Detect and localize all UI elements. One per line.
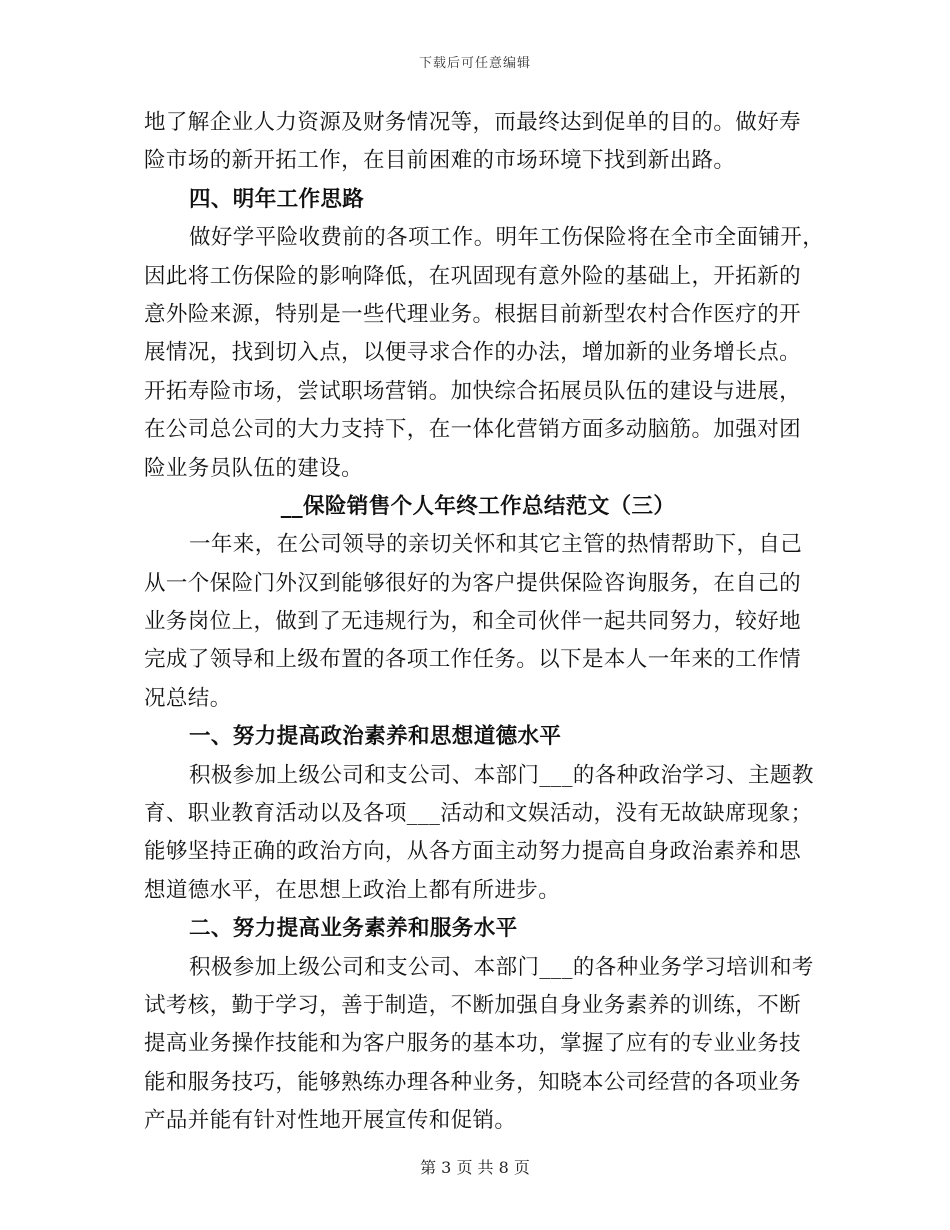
paragraph-line: 业务岗位上，做到了无违规行为，和全司伙伴一起共同努力，较好地 — [144, 609, 802, 635]
paragraph-line: 产品并能有针对性地开展宣传和促销。 — [144, 1108, 517, 1134]
paragraph-line: 地了解企业人力资源及财务情况等，而最终达到促单的目的。做好寿 — [144, 110, 802, 135]
paragraph-line: 积极参加上级公司和支公司、本部门___的各种政治学习、主题教 — [189, 762, 814, 788]
page-header: 下载后可任意编辑 — [418, 56, 531, 71]
paragraph-line: 开拓寿险市场，尝试职场营销。加快综合拓展员队伍的建设与进展， — [144, 378, 802, 404]
paragraph-line: 在公司总公司的大力支持下，在一体化营销方面多动脑筋。加强对团 — [144, 417, 802, 443]
paragraph-line: 意外险来源，特别是一些代理业务。根据目前新型农村合作医疗的开 — [144, 301, 802, 327]
paragraph-line: 展情况，找到切入点，以便寻求合作的办法，增加新的业务增长点。 — [144, 340, 802, 366]
paragraph-line: 做好学平险收费前的各项工作。明年工伤保险将在全市全面铺开， — [189, 225, 825, 251]
paragraph-line: 况总结。 — [144, 685, 232, 711]
document-body — [144, 104, 825, 1141]
paragraph-line: 因此将工伤保险的影响降低，在巩固现有意外险的基础上，开拓新的 — [144, 263, 802, 289]
paragraph-line: 一年来，在公司领导的亲切关怀和其它主管的热情帮助下，自己 — [189, 532, 803, 558]
paragraph-line: 从一个保险门外汉到能够很好的为客户提供保险咨询服务，在自己的 — [144, 570, 802, 596]
paragraph-line: 试考核，勤于学习，善于制造，不断加强自身业务素养的训练，不断 — [144, 992, 802, 1018]
paragraph-line: 险市场的新开拓工作，在目前困难的市场环境下找到新出路。 — [144, 148, 736, 174]
section-heading: 二、努力提高业务素养和服务水平 — [189, 916, 518, 942]
document-title: __保险销售个人年终工作总结范文（三） — [280, 493, 676, 519]
paragraph-line: 完成了领导和上级布置的各项工作任务。以下是本人一年来的工作情 — [144, 647, 802, 673]
paragraph-line: 育、职业教育活动以及各项___活动和文娱活动，没有无故缺席现象； — [144, 801, 813, 827]
paragraph-line: 想道德水平，在思想上政治上都有所进步。 — [144, 877, 561, 903]
page-number: 第 3 页 共 8 页 — [420, 1158, 530, 1177]
paragraph-line: 险业务员队伍的建设。 — [144, 455, 364, 481]
section-heading: 四、明年工作思路 — [189, 186, 365, 212]
paragraph-line: 积极参加上级公司和支公司、本部门___的各种业务学习培训和考 — [189, 954, 814, 980]
section-heading: 一、努力提高政治素养和思想道德水平 — [189, 724, 562, 750]
paragraph-line: 能够坚持正确的政治方向，从各方面主动努力提高自身政治素养和思 — [144, 839, 802, 865]
paragraph-line: 提高业务操作技能和为客户服务的基本功，掌握了应有的专业业务技 — [144, 1031, 802, 1057]
paragraph-line: 能和服务技巧，能够熟练办理各种业务，知晓本公司经营的各项业务 — [144, 1069, 802, 1095]
